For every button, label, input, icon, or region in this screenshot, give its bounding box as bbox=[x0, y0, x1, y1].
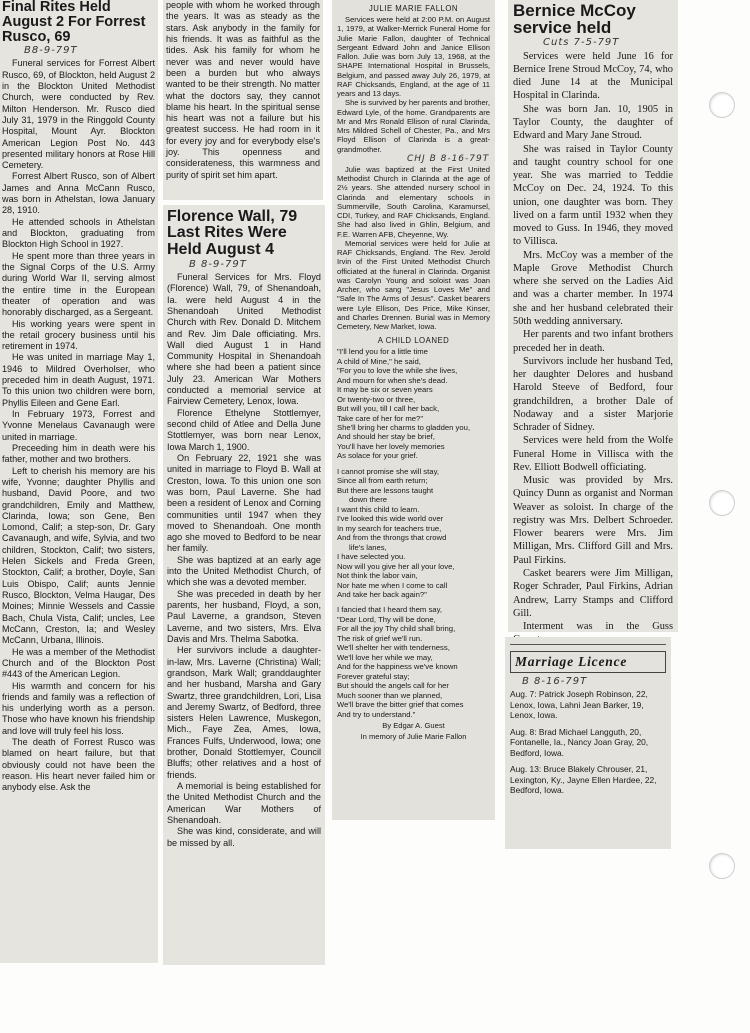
paragraph: Funeral Services for Mrs. Floyd (Florence) Wall, 79, of Shenandoah, Ia. were held August 4 in the Shenandoah United Methodist Church with Rev. Donald D. Mitchem and Rev. Jim Dale officiating. Mrs. Wall died August 1 in Hand Community Hospital in Shenandoah where she had been a patient since July 23. American War Mothers conducted a memorial service at Fairview Cemetery, Lenox, Iowa. bbox=[167, 271, 321, 407]
marriage-handwritten-date: B 8-16-79T bbox=[522, 676, 588, 687]
paragraph: His working years were spent in the retail grocery business until his retirement in 1974. bbox=[2, 318, 155, 352]
poem-title: A CHILD LOANED bbox=[377, 336, 450, 346]
poem-line: And try to understand." bbox=[337, 709, 416, 719]
rusco-headline: Final Rites Held August 2 For Forrest Rusco, 69 bbox=[2, 0, 146, 45]
paragraph: A memorial is being established for the United Methodist Church and the American War Mothers of Shenandoah. bbox=[167, 781, 321, 825]
poem-line: But will you, till I call her back, bbox=[337, 404, 440, 414]
rusco-obituary-clipping bbox=[0, 0, 158, 963]
paragraph: She was kind, considerate, and will be missed by all. bbox=[167, 826, 321, 848]
poem-line: "Dear Lord, Thy will be done, bbox=[337, 614, 436, 624]
wall-handwritten-date: B 8-9-79T bbox=[189, 258, 247, 270]
divider bbox=[510, 644, 666, 645]
poem-line: And for the happiness we've known bbox=[337, 662, 458, 672]
paragraph: The death of Forrest Rusco was blamed on heart failure, but that obviously could not have been the reason. His heart never failed him or anybody else. Ask the bbox=[2, 737, 155, 793]
poem-line: Not think the labor vain, bbox=[337, 571, 418, 581]
paragraph: Services were held from the Wolfe Funeral Home in Villisca with the Rev. Elliott Bodwell officiating. bbox=[513, 435, 673, 473]
paragraph: She was born Jan. 10, 1905 in Taylor County, the daughter of Edward and Mary Jane Stroud. bbox=[513, 103, 673, 142]
paragraph: Julie was baptized at the First United Methodist Church in Clarinda at the age of 2½ years. She attended nursery school in Clarinda and elementary schools in Summerville, South Carolina, Karamursel, CDI, Turkey, and RAF Chicksands, England. She had also lived in Ghlin, Belgium, and F.E. Warren AFB, Cheyenne, Wy. bbox=[337, 164, 490, 239]
mccoy-handwritten-date: Cuts 7-5-79T bbox=[543, 36, 620, 48]
paragraph: Her survivors include a daughter-in-law, Mrs. Laverne (Christina) Wall; grandson, Mark Wall; granddaughter and her husband, Marsha and Gary Swartz, three grandchildren, Lori, Lisa and Jeremy Swartz, of Bedford, three sisters Helen Lawrence, Muskegon, Mich., Faye Zea, Ames, Iowa, Frances Fulfs, Underwood, Iowa; one brother, Donald Stottlemyer, Council Bluffs; other relatives and a host of friends. bbox=[167, 645, 321, 780]
paragraph: Florence Ethelyne Stottlemyer, second child of Atlee and Della June Stottlemyer, was born near Lenox, Iowa March 1, 1900. bbox=[167, 407, 321, 452]
poem-line: Now will you give her all your love, bbox=[337, 561, 455, 571]
poem-line: You'll have her lovely memories bbox=[337, 441, 445, 451]
paragraph: Preceeding him in death were his father, mother and two brothers. bbox=[2, 442, 155, 465]
poem-line: Much sooner than we planned, bbox=[337, 690, 443, 700]
marriage-licence-clipping bbox=[505, 637, 671, 849]
marriage-entry: Aug. 13: Bruce Blakely Chrouser, 21, Lexington, Ky., Jayne Ellen Hardee, 22, Bedford, Iowa. bbox=[510, 764, 657, 795]
paragraph: His warmth and concern for his friends and family was a reflection of his underlying worth as a person. Those who have known his friendship and love will truly feel his loss. bbox=[2, 680, 155, 736]
rusco-handwritten-date: B8-9-79T bbox=[24, 45, 78, 57]
paragraph: Survivors include her husband Ted, her daughter Delores and husband Harold Steeve of Bedford, four grandchildren, a brother Dale of Nodaway and a sister Marjorie Schrader of Sidney. bbox=[513, 355, 673, 434]
marriage-licence-title: Marriage Licence bbox=[510, 651, 666, 673]
paragraph: He was a member of the Methodist Church and of the Blockton Post #443 of the American Legion. bbox=[2, 646, 155, 680]
paragraph: She was baptized at an early age into the United Methodist Church, of which she was a devoted member. bbox=[167, 554, 321, 588]
paragraph: He was united in marriage May 1, 1946 to Mildred Overholser, who preceded him in death August, 1971. To this union two children were born, Phyllis Eileen and Gene Earl. bbox=[2, 352, 155, 408]
poem-line: But should the angels call for her bbox=[337, 681, 449, 691]
poem-line: Since all from earth return; bbox=[337, 476, 428, 486]
paragraph: people with whom he worked through the years. It was as steady as the stars. Ask anybody in the family for his friends. It was as faithful as the tides. Ask his family for whom he never was and never would have been a burden but who always wanted to be their strength. No matter what the doctors say, they cannot blame his heart. In the spiritual sense his heart was not a failure but his greatest success. He had room in it for every joy and for everybody else's joy. This openness and considerateness, this warmness and purity of spirit set him apart. bbox=[166, 0, 320, 180]
poem-line: Forever grateful stay; bbox=[337, 671, 410, 681]
poem-line: For all the joy Thy child shall bring, bbox=[337, 624, 456, 634]
poem-line: We'll shelter her with tenderness, bbox=[337, 643, 450, 653]
poem-line: I've looked this wide world over bbox=[337, 514, 444, 524]
poem-line: She'll bring her charms to gladden you, bbox=[337, 423, 471, 432]
poem-line: And mourn for when she's dead. bbox=[337, 375, 448, 385]
poem-line: And take her back again?" bbox=[337, 589, 427, 599]
paragraph: Interment was in the Guss bbox=[523, 621, 673, 633]
paragraph: Her parents and two infant brothers preceded her in death. bbox=[513, 329, 673, 354]
poem-line: down there bbox=[349, 495, 388, 505]
rusco-continuation-clipping bbox=[163, 0, 323, 200]
poem-line: But there are lessons taught bbox=[337, 485, 434, 495]
paragraph: Mrs. McCoy was a member of the Maple Grove Methodist Church where she served on the Ladies Aid and was a charter member. In 1974 she and her husband celebrated their 50th wedding anniversary. bbox=[513, 249, 673, 327]
poem-line: Take care of her for me?" bbox=[337, 413, 424, 423]
mccoy-headline: Bernice McCoy service held bbox=[513, 1, 636, 38]
poem-author: By Edgar A. Guest bbox=[382, 721, 445, 731]
fallon-obituary-clipping bbox=[332, 0, 495, 820]
paragraph: Services were held at 2:00 P.M. on August 1, 1979, at Walker-Merrick Funeral Home for Julie Marie Fallon, daughter of Technical Sergeant Edward John and Janice Ellison Fallon. Julie was born July 13, 1968, at the SHAPE International Hospital in Brussels, Belgium, and passed away July 26, 1979, at RAF Chicksands, England, at the age of 11 years and 13 days. bbox=[337, 15, 490, 98]
paragraph: She was preceded in death by her parents, her husband, Floyd, a son, Paul Laverne, a grandson, Steven Laverne, and two sisters, Mrs. Elva Davis and Mrs. Thelma Sabotka. bbox=[167, 588, 321, 644]
poem-line: The risk of grief we'll run. bbox=[337, 633, 423, 643]
paragraph: She is survived by her parents and brother, Edward Lyle, of the home. Grandparents are Mr and Mrs Ronald Ellison of rural Clarinda, Mrs Mildred Schell of Chester, Pa., and Mrs Floyd Ellison of Clarinda is a great-grandmother. bbox=[337, 98, 490, 154]
poem-line: It may be six or seven years bbox=[337, 385, 433, 395]
marriage-entry: Aug. 8: Brad Michael Langguth, 20, Fontanelle, Ia., Nancy Joan Gray, 20, Bedford, Iowa. bbox=[510, 726, 649, 758]
fallon-handwritten-date: CHJ B 8-16-79T bbox=[407, 153, 490, 164]
poem-line: I want this child to learn. bbox=[337, 504, 420, 514]
mccoy-obituary-clipping bbox=[508, 0, 678, 632]
poem-line: Nor hate me when I come to call bbox=[337, 580, 448, 590]
poem-line: In my search for teachers true, bbox=[337, 523, 442, 533]
poem-line: We'll brave the bitter grief that comes bbox=[337, 700, 464, 710]
paragraph: She was raised in Taylor County and taught country school for one year. She was married to Teddie McCoy on Dec. 24, 1924. To this union, one daughter was born. They lived on a farm until 1932 when they moved to Guss. In 1946, they moved to Villisca. bbox=[513, 143, 673, 248]
rusco-body bbox=[2, 58, 155, 793]
paragraph: Left to cherish his memory are his wife, Yvonne; daughter Phyllis and husband, David Poore, and two grandchildren, Emily and Matthew, Clarinda, Iowa; son Gene, Ben Lomond, Calif; a step-son, Dr. Gary Cavanaugh, and wife, Sylvia, and two children, Stockton, Calif; two sisters, Helen Sickels and Freda Green, Stockton, Calif; a brother, Doyle, San Luis Obispo, Calif; aunts Jennie Rusco, Blockton, Velma Haugar, Des Moines; Minnie Wessels and Cassie Bach, Chula Vista, Calif; uncles, Lee McCann, Creston, Ia; and Wesley McCann, Urbana, Illinois. bbox=[2, 465, 155, 646]
poem-line: Or twenty-two or three, bbox=[337, 394, 416, 404]
binder-hole bbox=[709, 490, 735, 516]
paragraph: Memorial services were held for Julie at RAF Chicksands, England. The Rev. Jerold Irvin of the First United Methodist Church officiated at the funeral in Clarinda. Organist was Carolyn Young and soloist was Joan Archer, who sang "Jesus Loves Me" and "Safe In The Arms of Jesus". Casket bearers were Lyle Ellison, Des Price, Mike Kinser, and Charles Drennen. Burial was in Memory Cemetery, New Market, Iowa. bbox=[337, 238, 490, 331]
poem-line: I cannot promise she will stay, bbox=[337, 466, 439, 476]
paragraph: He attended schools in Athelstan and Blockton, graduating from Blockton High School in 1927. bbox=[2, 216, 155, 250]
binder-hole bbox=[709, 853, 735, 879]
wall-headline: Florence Wall, 79 Last Rites Were Held August 4 bbox=[167, 208, 298, 258]
poem-line: A child of Mine," he said, bbox=[337, 356, 421, 366]
poem-line: We'll love her while we may, bbox=[337, 652, 433, 662]
paragraph: Forrest Albert Rusco, son of Albert James and Anna McCann Rusco, was born in Athelstan, Iowa January 28, 1910. bbox=[2, 171, 155, 216]
marriage-entry: Aug. 7: Patrick Joseph Robinson, 22, Lenox, Iowa, Lahni Jean Barker, 19, Lenox, Iowa. bbox=[510, 689, 648, 720]
poem-line: I fancied that I heard them say, bbox=[337, 605, 442, 615]
poem bbox=[337, 347, 490, 719]
poem-line: As solace for your grief. bbox=[337, 451, 418, 461]
paragraph: Casket bearers were Jim Milligan, Roger Schrader, Paul Firkins, Adrian Andrew, Larry Stamps and Clifford Gill. bbox=[513, 568, 673, 619]
poem-line: And from the throngs that crowd bbox=[337, 533, 447, 543]
paragraph: In February 1973, Forrest and Yvonne Menelaus Cavanaugh were united in marriage. bbox=[2, 409, 155, 442]
paragraph: He spent more than three years in the Signal Corps of the U.S. Army during World War II, serving almost the entire time in the European theater of operation and was honorably discharged, as a Sergeant. bbox=[2, 250, 155, 318]
paragraph: On February 22, 1921 she was united in marriage to Floyd B. Wall at Creston, Iowa. To this union one son was born, Paul Laverne. She had been a resident of Lenox and Corning communities until 1947 when they moved to Shenandoah. One month ago she moved to Bedford to be near her family. bbox=[167, 452, 321, 554]
fallon-title: JULIE MARIE FALLON bbox=[368, 4, 459, 13]
paragraph: Services were held June 16 for Bernice Irene Stroud McCoy, 74, who died June 14 at the Municipal Hospital in Clarinda. bbox=[513, 50, 673, 102]
poem-line: "I'll lend you for a little time bbox=[337, 347, 428, 357]
paragraph: Music was provided by Mrs. Quincy Dunn as organist and Norman Weaver as soloist. In charge of the registry was Mrs. Delbert Schroeder. Flower bearers were Mrs. Jim Milligan, Mrs. Clifford Gill and Mrs. Paul Firkins. bbox=[513, 475, 673, 566]
poem-line: life's lanes, bbox=[349, 542, 387, 552]
wall-obituary-clipping bbox=[163, 205, 325, 965]
poem-line: And should her stay be brief, bbox=[337, 432, 435, 442]
binder-hole bbox=[709, 92, 735, 118]
memorial-dedication: In memory of Julie Marie Fallon bbox=[360, 732, 467, 742]
paragraph: Funeral services for Forrest Albert Rusco, 69, of Blockton, held August 2 in the Blockton United Methodist Church, were conducted by Rev. Milton Henderson. Mr. Rusco died July 31, 1979 in the Ringgold County Hospital, Mount Ayr. Blockton American Legion Post No. 443 presented military honors at Rose Hill Cemetery. bbox=[2, 58, 155, 171]
poem-line: "For you to love the while she lives, bbox=[337, 366, 458, 376]
poem-line: I have selected you. bbox=[337, 552, 406, 562]
